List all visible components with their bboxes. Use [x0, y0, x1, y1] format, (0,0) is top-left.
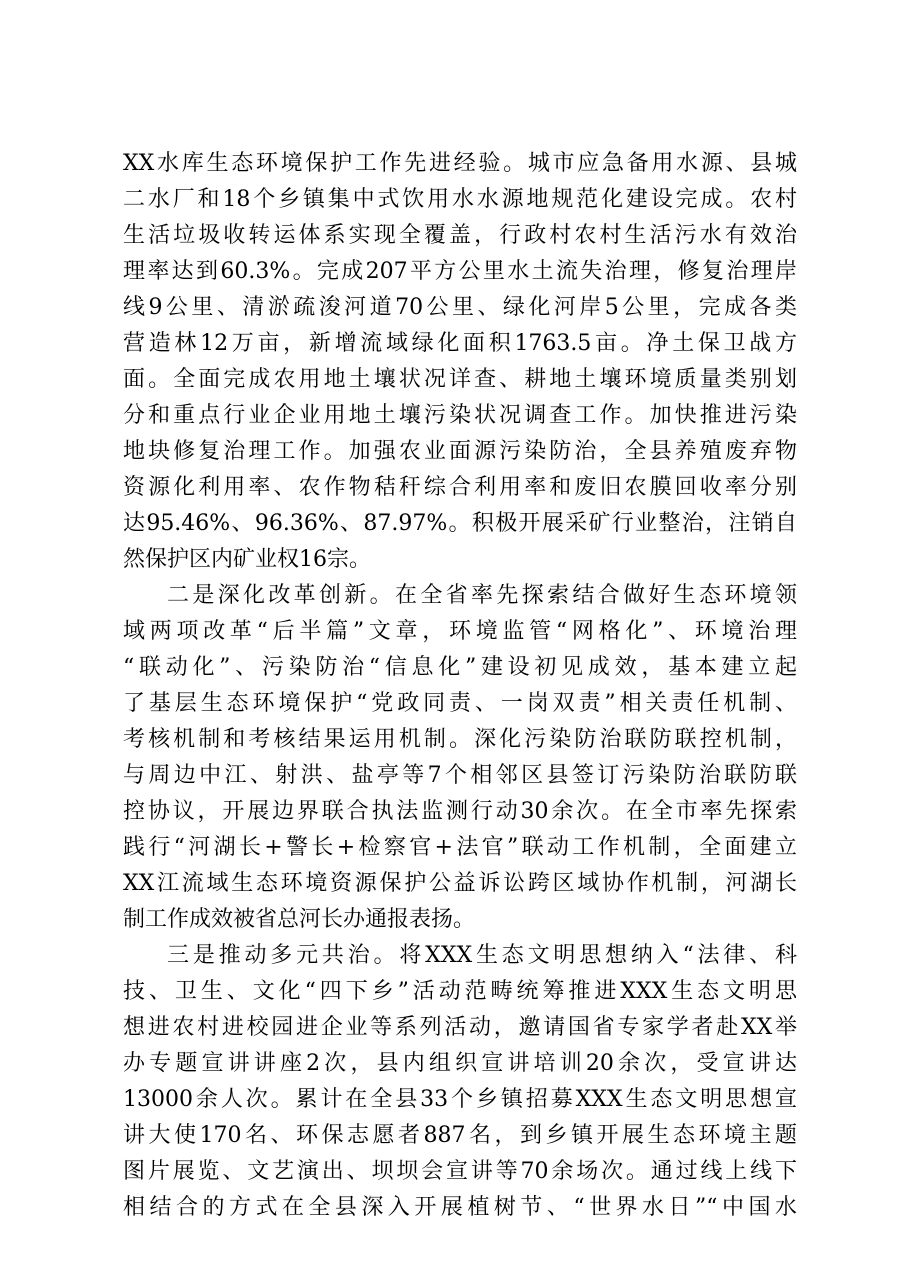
text-line: 地块修复治理工作。加强农业面源污染防治，全县养殖废弃物 — [123, 439, 797, 464]
text-line: 考核机制和考核结果运用机制。深化污染防治联防联控机制， — [123, 727, 797, 752]
text-line: 与周边中江、射洪、盐亭等7个相邻区县签订污染防治联防联 — [123, 763, 797, 788]
text-line: 图片展览、文艺演出、坝坝会宣讲等70余场次。通过线上线下 — [123, 1159, 797, 1184]
text-line: 面。全面完成农用地土壤状况详查、耕地土壤环境质量类别划 — [123, 367, 797, 392]
text-line: 分和重点行业企业用地土壤污染状况调查工作。加快推进污染 — [123, 403, 797, 428]
paragraph-reform-innovation — [123, 578, 797, 938]
text-line: 营造林12万亩，新增流域绿化面积1763.5亩。净土保卫战方 — [123, 331, 797, 356]
text-line: 讲大使170名、环保志愿者887名，到乡镇开展生态环境主题 — [123, 1123, 797, 1148]
text-line: 相结合的方式在全县深入开展植树节、“世界水日”“中国水 — [123, 1195, 797, 1220]
text-line: 线9公里、清淤疏浚河道70公里、绿化河岸5公里，完成各类 — [123, 295, 797, 320]
text-line: 二水厂和18个乡镇集中式饮用水水源地规范化建设完成。农村 — [123, 187, 797, 212]
text-line: 达95.46%、96.36%、87.97%。积极开展采矿行业整治，注销自 — [123, 511, 797, 536]
text-line: 技、卫生、文化“四下乡”活动范畴统筹推进XXX生态文明思 — [123, 979, 797, 1004]
text-line: 想进农村进校园进企业等系列活动，邀请国省专家学者赴XX举 — [123, 1015, 797, 1040]
text-line: 办专题宣讲讲座2次，县内组织宣讲培训20余次，受宣讲达 — [123, 1051, 797, 1076]
text-line: 三是推动多元共治。将XXX生态文明思想纳入“法律、科 — [167, 943, 797, 968]
text-line: 资源化利用率、农作物秸秆综合利用率和废旧农膜回收率分别 — [123, 475, 797, 500]
text-line: 生活垃圾收转运体系实现全覆盖，行政村农村生活污水有效治 — [123, 223, 797, 248]
text-line: 理率达到60.3%。完成207平方公里水土流失治理，修复治理岸 — [123, 259, 797, 284]
text-line: 然保护区内矿业权16宗。 — [123, 547, 371, 572]
text-line: 13000余人次。累计在全县33个乡镇招募XXX生态文明思想宣 — [123, 1087, 797, 1112]
text-line: “联动化”、污染防治“信息化”建设初见成效，基本建立起 — [123, 655, 797, 680]
text-line: 了基层生态环境保护“党政同责、一岗双责”相关责任机制、 — [123, 691, 797, 716]
text-line: 制工作成效被省总河长办通报表扬。 — [123, 907, 476, 932]
text-line: 二是深化改革创新。在全省率先探索结合做好生态环境领 — [167, 583, 797, 608]
document-body — [123, 146, 797, 1226]
text-line: XX水库生态环境保护工作先进经验。城市应急备用水源、县城 — [123, 151, 797, 176]
text-line: 践行“河湖长+警长+检察官+法官”联动工作机制，全面建立 — [123, 835, 797, 860]
text-line: XX江流域生态环境资源保护公益诉讼跨区域协作机制，河湖长 — [123, 871, 797, 896]
text-line: 控协议，开展边界联合执法监测行动30余次。在全市率先探索 — [123, 799, 797, 824]
paragraph-continuation — [123, 146, 797, 578]
paragraph-co-governance — [123, 938, 797, 1226]
text-line: 域两项改革“后半篇”文章，环境监管“网格化”、环境治理 — [123, 619, 797, 644]
